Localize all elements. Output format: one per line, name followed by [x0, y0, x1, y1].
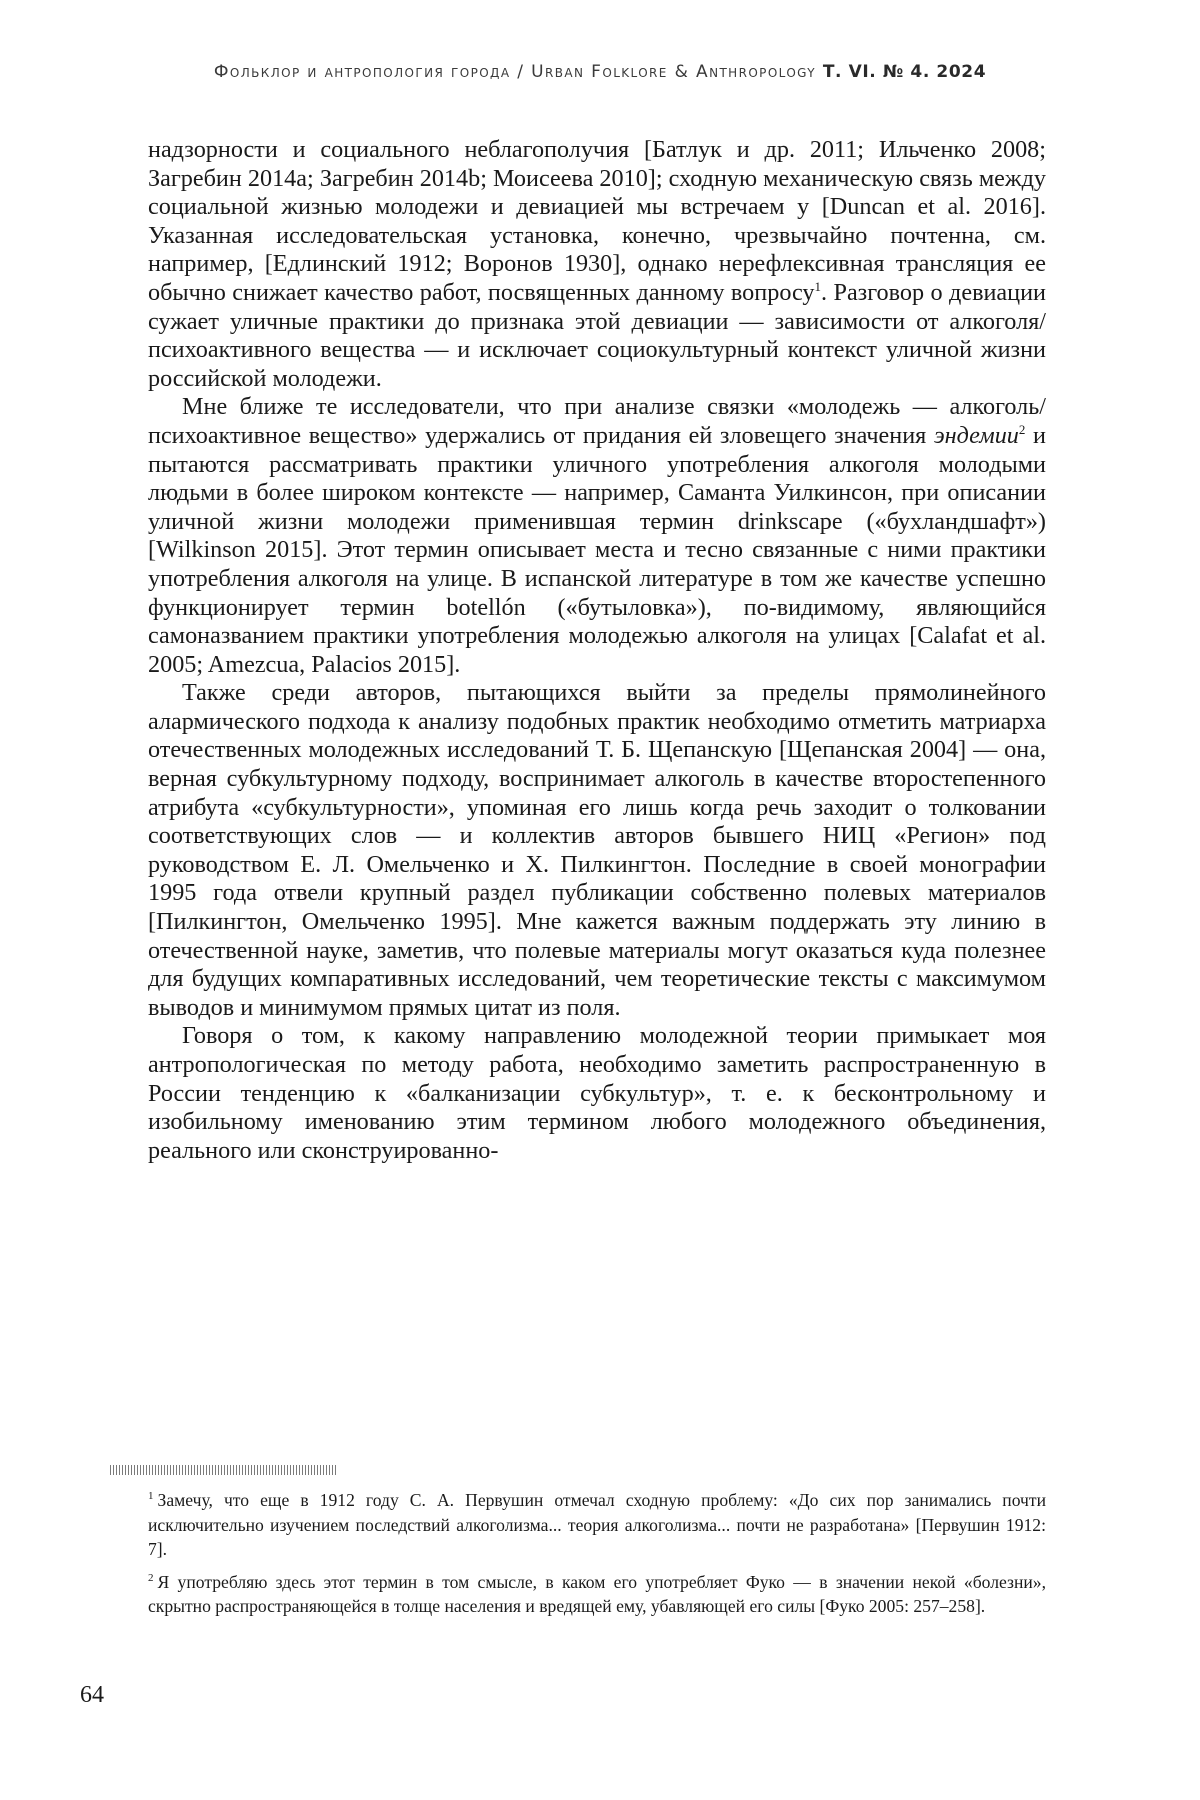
paragraph-3: Также среди авторов, пытающихся выйти за пределы прямолинейного алармического подхода к анализу подобных практик необходимо отметить матриарха отечественных молодежных исследований Т. Б. Щепанскую [Щепанская 2004] — она, верная субкультурному подходу, воспринимает алкоголь в качестве второстепенного атрибута «субкультурности», упоминая его лишь когда речь заходит о толковании соответствующих слов — и коллектив авторов бывшего НИЦ «Регион» под руководством Е. Л. Омельченко и Х. Пилкингтон. Последние в своей монографии 1995 года отвели крупный раздел публикации собственно полевых материалов [Пилкингтон, Омельченко 1995]. Мне кажется важным поддержать эту линию в отечественной науке, заметив, что полевые материалы могут оказаться куда полезнее для будущих компаративных исследований, чем теоретические тексты с максимумом выводов и минимумом прямых цитат из поля. — [148, 679, 1046, 1022]
footnote-divider — [110, 1465, 338, 1475]
footnote-ref-1[interactable]: 1 — [815, 279, 822, 294]
running-header — [150, 62, 1050, 82]
issue-number: Т. VI. № 4. 2024 — [823, 62, 986, 82]
paragraph-2-text-a: Мне ближе те исследователи, что при анализе связки «молодежь — алкоголь/психоактивное вещество» удержались от придания ей зловещего значения — [148, 393, 1046, 449]
page-number: 64 — [80, 1682, 104, 1709]
journal-title: Фольклор и антропология города / Urban Folklore & Anthropology — [214, 62, 816, 82]
main-text — [148, 136, 1046, 1165]
footnote-2-number: 2 — [148, 1572, 154, 1584]
paragraph-2 — [148, 393, 1046, 679]
paragraph-4: Говоря о том, к какому направлению молодежной теории примыкает моя антропологическая по методу работа, необходимо заметить распространенную в России тенденцию к «балканизации субкультур», т. е. к бесконтрольному и изобильному именованию этим термином любого молодежного объединения, реального или сконструированно- — [148, 1022, 1046, 1165]
footnote-2-text: Я употребляю здесь этот термин в том смысле, в каком его употребляет Фуко — в значении некой «болезни», скрытно распространяющейся в толще населения и вредящей ему, убавляющей его силы [Фуко 2005: 257–258]. — [148, 1572, 1046, 1617]
paragraph-2-text-b: и пытаются рассматривать практики уличного употребления алкоголя молодыми людьми в более широком контексте — например, Саманта Уилкинсон, при описании уличной жизни молодежи применившая термин drinkscape («бухландшафт») [Wilkinson 2015]. Этот термин описывает места и тесно связанные с ними практики употребления алкоголя на улице. В испанской литературе в том же качестве успешно функционирует термин botellón («бутыловка»), по-видимому, являющийся самоназванием практики употребления молодежью алкоголя на улицах [Calafat et al. 2005; Amezcua, Palacios 2015]. — [148, 422, 1046, 678]
italic-term: эндемии — [934, 422, 1019, 449]
footnote-2 — [148, 1570, 1046, 1619]
paragraph-1-text-a: надзорности и социального неблагополучия [Батлук и др. 2011; Ильченко 2008; Загребин 2014a; Загребин 2014b; Моисеева 2010]; сходную механическую связь между социальной жизнью молодежи и девиацией мы встречаем у [Duncan et al. 2016]. Указанная исследовательская установка, конечно, чрезвычайно почтенна, см. например, [Едлинский 1912; Воронов 1930], однако нерефлексивная трансляция ее обычно снижает качество работ, посвященных данному вопросу — [148, 136, 1046, 306]
footnote-1-text: Замечу, что еще в 1912 году С. А. Первушин отмечал сходную проблему: «До сих пор занимались почти исключительно изучением последствий алкоголизма... теория алкоголизма... почти не разработана» [Первушин 1912: 7]. — [148, 1490, 1046, 1559]
paragraph-1 — [148, 136, 1046, 393]
footnote-1 — [148, 1488, 1046, 1562]
paragraph-1-text-b: . Разговор о девиации сужает уличные практики до признака этой девиации — зависимости от алкоголя/психоактивного вещества — и исключает социокультурный контекст уличной жизни российской молодежи. — [148, 279, 1046, 392]
footnote-ref-2[interactable]: 2 — [1019, 422, 1026, 437]
footnote-1-number: 1 — [148, 1490, 154, 1502]
footnotes — [148, 1488, 1046, 1627]
